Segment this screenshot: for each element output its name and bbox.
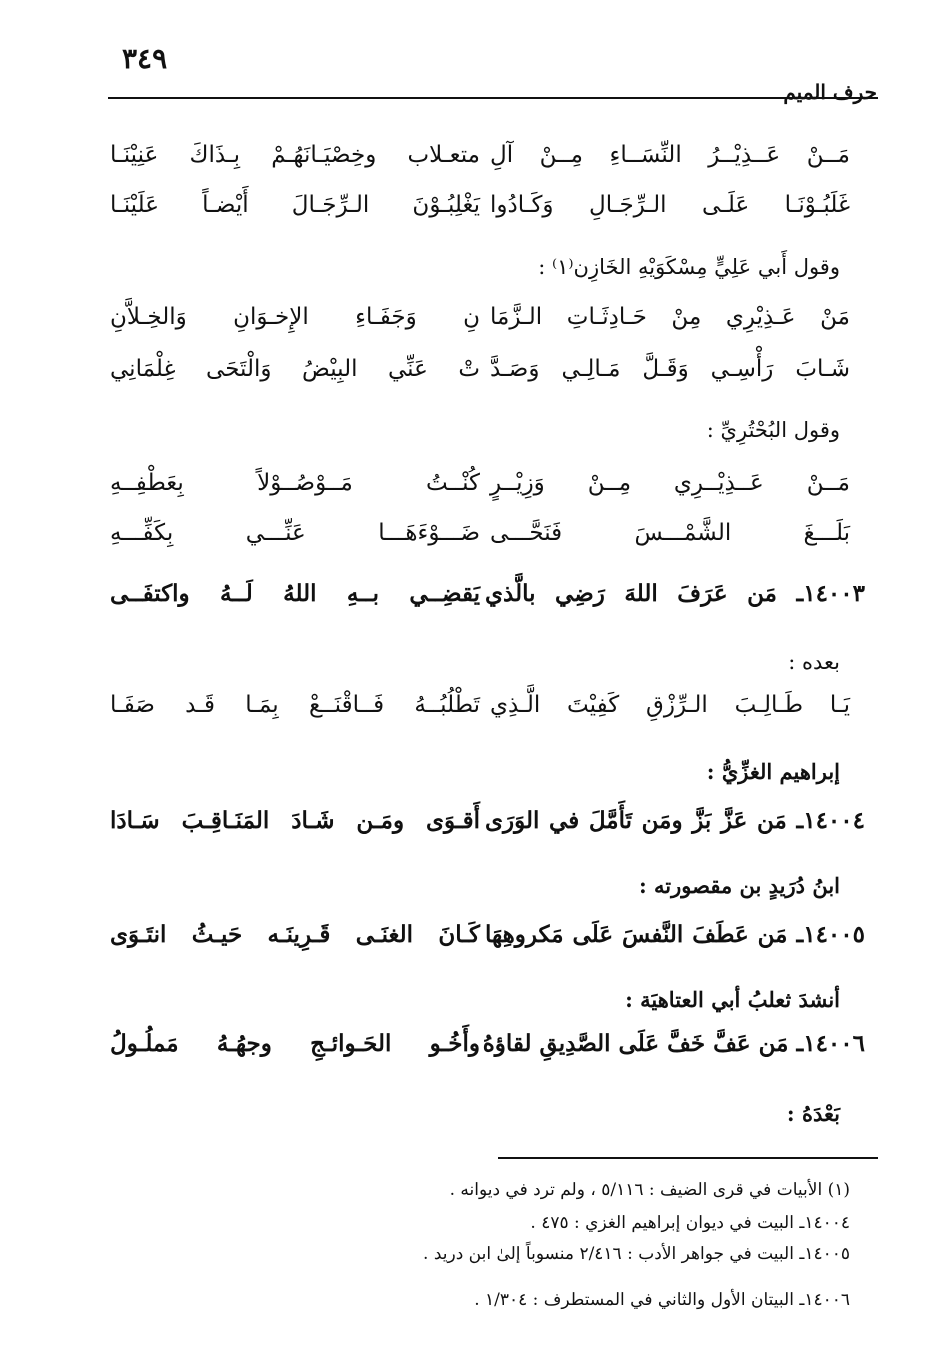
verse-first-hemistich: ١٤٠٠٤ـ مَن عَزَّ بَزَّ ومَن تَأَمَّلَ في الوَرَى (485, 807, 865, 834)
header-divider (108, 97, 878, 99)
verse-first-hemistich: مَــنْ عَــذِيْــرِي مِــنْ وَزِيْــرٍ (490, 470, 850, 496)
numbered-verse-line (0, 572, 945, 616)
verse-second-hemistich: كَـانَ الغنَـى قَـرِينَـه حَيـثُ انتَـوَى (110, 921, 480, 948)
verse-line (0, 295, 945, 339)
poet-attribution: وقول أَبي عَلِيٍّ مِسْكَوَيْهِ الخَازِن⁽١⁾ : (538, 255, 840, 279)
poet-attribution: ابنُ دُرَيدٍ بن مقصورته : (638, 873, 840, 898)
verse-second-hemistich: ضَـــوْءَهَـــا عَنِّـــي بِكَفِّـــهِ (110, 520, 480, 546)
footnote: ١٤٠٠٥ـ البيت في جواهر الأدب : ٢/٤١٦ منسوباً إلىٰ ابن دريد . (423, 1244, 850, 1264)
page-number: ٣٤٩ (122, 42, 168, 75)
verse-second-hemistich: تْ عَنِّي البِيْضُ وَالْتَحَى غِلْمَانِي (110, 356, 480, 382)
verse-line (0, 183, 945, 227)
verse-second-hemistich: وأَخُـو الحَـوائـجِ وجهُـهُ مَملُـولُ (110, 1030, 480, 1057)
verse-line (0, 683, 945, 727)
poet-attribution: وقول البُحْتُرِيِّ : (706, 418, 840, 442)
verse-second-hemistich: يَقضِــي بــهِ اللهُ لَــهُ واكتفَــى (110, 580, 480, 607)
verse-first-hemistich: بَلَـــغَ الشَّمْـــسَ فَنَحَّـــى (490, 520, 850, 546)
verse-first-hemistich: شَـابَ رَأْسِـي وَقَـلَّ مَـالِـي وَصَـدَّ (490, 356, 850, 382)
verse-second-hemistich: كُنْــتُ مَــوْصُــوْلاً بِعَطْفِــهِ (110, 470, 480, 496)
verse-first-hemistich: ١٤٠٠٣ـ مَن عَرَفَ اللهَ رَضِي بالَّذي (485, 580, 865, 607)
verse-first-hemistich: مَنْ عَـذِيْرِي مِنْ حَـادِثَـاتِ الـزَّمَا (490, 304, 850, 330)
footnote: ١٤٠٠٤ـ البيت في ديوان إبراهيم الغزي : ٤٧٥ . (530, 1213, 850, 1233)
footnote-divider (498, 1157, 878, 1159)
numbered-verse-line (0, 799, 945, 843)
verse-first-hemistich: يَـا طَـالِـبَ الـرِّزْقِ كَفِيْتَ الَّـذِي (490, 692, 850, 718)
verse-first-hemistich: ١٤٠٠٥ـ مَن عَطَفَ النَّفسَ عَلَى مَكروهِهَا (485, 921, 865, 948)
verse-second-hemistich: أَقـوَى ومَـن شَـادَ المَنَـاقِـبَ سَـادَا (110, 807, 480, 834)
footnote: ١٤٠٠٦ـ البيتان الأول والثاني في المستطرف : ١/٣٠٤ . (474, 1290, 850, 1310)
poet-attribution: أنشدَ ثعلبُ أبي العتاهيَة : (625, 987, 840, 1012)
poet-attribution: بَعْدَهُ : (786, 1101, 840, 1126)
footnote: (١) الأبيات في قرى الضيف : ٥/١١٦ ، ولم ترد في ديوانه . (449, 1180, 850, 1200)
chapter-title: حرف الميم (783, 80, 877, 104)
verse-first-hemistich: غَلَبُـوْنَـا عَلَـى الـرِّجَـالِ وَكَـادُوا (490, 192, 850, 218)
poet-attribution: إبراهيم الغزِّيُّ : (706, 759, 840, 784)
verse-first-hemistich: مَــنْ عَــذِيْــرُ النِّسَــاءِ مِــنْ آلِ (490, 142, 850, 168)
verse-second-hemistich: نِ وَجَفَـاءِ الإِخـوَانِ وَالخِـلاَّنِ (110, 304, 480, 330)
verse-second-hemistich: تَطْلُبُــهُ فَــاقْنَــعْ بِمَـا قَـد صَفَـا (110, 692, 480, 718)
verse-line (0, 511, 945, 555)
verse-second-hemistich: يَغْلِبُـوْنَ الـرِّجَـالَ أَيْضـاً عَلَيْنَـا (110, 192, 480, 218)
verse-first-hemistich: ١٤٠٠٦ـ مَن عَفَّ خَفَّ عَلَى الصَّدِيقِ لقاؤهُ (482, 1030, 865, 1057)
poet-attribution: بعده : (788, 650, 840, 674)
verse-second-hemistich: متعـلاب وخِصْيَـانَهُـمْ بِـذَاكَ عَنِيْنَـا (110, 142, 480, 168)
verse-line (0, 347, 945, 391)
verse-line (0, 133, 945, 177)
numbered-verse-line (0, 913, 945, 957)
verse-line (0, 461, 945, 505)
numbered-verse-line (0, 1022, 945, 1066)
